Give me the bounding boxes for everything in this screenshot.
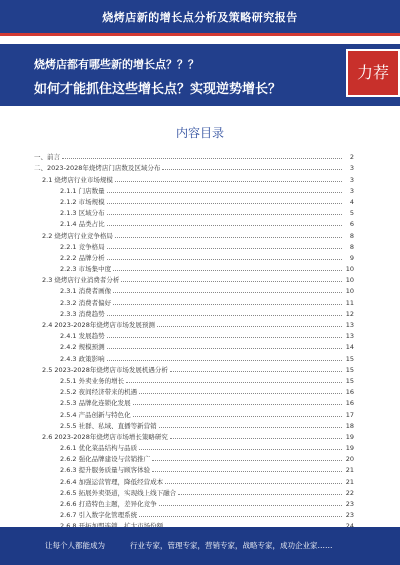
question-banner xyxy=(0,44,400,106)
toc-page-number: 14 xyxy=(345,343,354,352)
toc-entry-text: 2.4.2 规模预测 xyxy=(60,343,105,352)
toc-entry[interactable] xyxy=(34,161,354,172)
toc-page-number: 4 xyxy=(349,197,354,206)
toc-leader-dots xyxy=(115,237,342,238)
toc-entry[interactable] xyxy=(34,273,354,284)
toc-entry[interactable] xyxy=(34,474,354,485)
toc-leader-dots xyxy=(107,348,342,349)
toc-page-number: 6 xyxy=(349,220,354,229)
table-of-contents xyxy=(34,150,354,530)
toc-entry-text: 2.2.3 市场集中度 xyxy=(60,265,112,274)
toc-page-number: 15 xyxy=(345,365,354,374)
toc-leader-dots xyxy=(170,438,342,439)
toc-page-number: 11 xyxy=(345,298,354,307)
toc-entry[interactable] xyxy=(34,206,354,217)
toc-entry-text: 2.3.1 消费者画像 xyxy=(60,287,112,296)
toc-leader-dots xyxy=(159,505,342,506)
toc-leader-dots xyxy=(113,292,342,293)
toc-page-number: 22 xyxy=(345,488,354,497)
toc-entry[interactable] xyxy=(34,407,354,418)
footer-slogan-left: 让每个人都能成为 xyxy=(45,541,105,550)
toc-leader-dots xyxy=(139,449,342,450)
toc-page-number: 19 xyxy=(345,444,354,453)
toc-leader-dots xyxy=(113,304,342,305)
toc-entry-text: 2.4 2023-2028年烧烤店市场发展预测 xyxy=(42,321,155,329)
toc-entry[interactable] xyxy=(34,251,354,262)
toc-entry[interactable] xyxy=(34,419,354,430)
toc-page-number: 18 xyxy=(345,421,354,430)
toc-leader-dots xyxy=(113,270,342,271)
banner-question-2: 如何才能抓住这些增长点？实现逆势增长？ xyxy=(34,82,282,97)
toc-entry-text: 2.5.5 社群、私域、直播等新营销 xyxy=(60,421,157,430)
toc-entry[interactable] xyxy=(34,172,354,183)
toc-leader-dots xyxy=(162,169,342,170)
toc-leader-dots xyxy=(62,158,342,159)
toc-entry[interactable] xyxy=(34,497,354,508)
toc-entry-text: 2.3.3 消费趋势 xyxy=(60,309,105,318)
toc-page-number: 23 xyxy=(345,500,354,508)
toc-entry[interactable] xyxy=(34,228,354,239)
toc-entry-text: 2.1.2 市场规模 xyxy=(60,197,105,206)
toc-entry[interactable] xyxy=(34,295,354,306)
toc-entry[interactable] xyxy=(34,486,354,497)
toc-entry[interactable] xyxy=(34,508,354,519)
toc-entry-text: 2.6.7 引入数字化管理系统 xyxy=(60,511,138,520)
header-red-stripe xyxy=(0,33,400,36)
toc-entry-text: 2.2.1 竞争格局 xyxy=(60,242,105,251)
toc-leader-dots xyxy=(107,360,342,361)
toc-page-number: 17 xyxy=(345,410,354,419)
toc-leader-dots xyxy=(115,181,342,182)
toc-entry-text: 2.6.2 强化品牌建设与营销推广 xyxy=(60,455,151,464)
recommend-badge: 力荐 xyxy=(346,49,400,97)
toc-entry[interactable] xyxy=(34,385,354,396)
toc-page-number: 10 xyxy=(345,276,354,285)
toc-entry[interactable] xyxy=(34,441,354,452)
toc-page-number: 15 xyxy=(345,354,354,363)
toc-entry[interactable] xyxy=(34,329,354,340)
toc-title: 内容目录 xyxy=(175,126,224,140)
toc-leader-dots xyxy=(133,404,342,405)
toc-leader-dots xyxy=(178,494,342,495)
toc-leader-dots xyxy=(165,483,342,484)
toc-entry[interactable] xyxy=(34,363,354,374)
toc-page-number: 5 xyxy=(349,209,354,218)
toc-entry-text: 2.4.3 政策影响 xyxy=(60,354,105,363)
toc-entry-text: 2.2.2 品牌分析 xyxy=(60,253,105,262)
toc-page-number: 3 xyxy=(349,164,354,173)
toc-entry-text: 2.6.6 打造特色主题，差异化竞争 xyxy=(60,500,157,508)
toc-entry-text: 2.3 烧烤店行业消费者分析 xyxy=(42,276,120,285)
toc-page-number: 15 xyxy=(345,376,354,385)
toc-entry[interactable] xyxy=(34,217,354,228)
toc-entry-text: 2.5.4 产品创新与特色化 xyxy=(60,410,131,419)
toc-page-number: 10 xyxy=(345,287,354,296)
toc-entry[interactable] xyxy=(34,184,354,195)
toc-leader-dots xyxy=(107,192,342,193)
banner-question-1: 烧烤店都有哪些新的增长点？？？ xyxy=(34,58,199,71)
toc-entry[interactable] xyxy=(34,284,354,295)
toc-leader-dots xyxy=(107,259,342,260)
toc-entry-text: 二、2023-2028年烧烤店门店数及区域分布 xyxy=(34,164,161,173)
toc-page-number: 8 xyxy=(349,242,354,251)
toc-page-number: 13 xyxy=(345,332,354,341)
toc-leader-dots xyxy=(152,471,342,472)
toc-entry[interactable] xyxy=(34,430,354,441)
toc-entry-text: 2.6.4 加强运营管理，降低经营成本 xyxy=(60,477,164,486)
toc-entry-text: 2.5 2023-2028年烧烤店市场发展机遇分析 xyxy=(42,365,168,374)
toc-entry[interactable] xyxy=(34,452,354,463)
toc-entry-text: 2.5.2 夜间经济带来的机遇 xyxy=(60,388,138,397)
toc-entry-text: 2.5.1 外卖业务的增长 xyxy=(60,376,125,385)
toc-leader-dots xyxy=(107,203,342,204)
toc-leader-dots xyxy=(159,427,342,428)
toc-entry[interactable] xyxy=(34,262,354,273)
toc-entry[interactable] xyxy=(34,318,354,329)
toc-page-number: 23 xyxy=(345,511,354,520)
toc-entry-text: 一、前言 xyxy=(34,153,60,162)
toc-leader-dots xyxy=(121,281,342,282)
toc-leader-dots xyxy=(107,248,342,249)
toc-entry-text: 2.6.1 优化菜品结构与品质 xyxy=(60,444,138,453)
toc-leader-dots xyxy=(152,460,342,461)
toc-leader-dots xyxy=(139,393,342,394)
toc-leader-dots xyxy=(170,371,342,372)
toc-page-number: 3 xyxy=(349,186,354,195)
toc-leader-dots xyxy=(139,516,342,517)
toc-entry[interactable] xyxy=(34,195,354,206)
toc-entry-text: 2.4.1 发展趋势 xyxy=(60,332,105,341)
toc-entry-text: 2.6.5 拓展外卖渠道，实现线上线下融合 xyxy=(60,488,177,497)
toc-entry-text: 2.6 2023-2028年烧烤店市场增长策略研究 xyxy=(42,432,168,441)
footer-slogan-right: 行业专家，管理专家，营销专家，战略专家，成功企业家…… xyxy=(130,541,333,550)
toc-entry[interactable] xyxy=(34,396,354,407)
footer-bar xyxy=(0,527,400,565)
toc-entry[interactable] xyxy=(34,463,354,474)
toc-leader-dots xyxy=(107,315,342,316)
toc-entry-text: 2.2 烧烤店行业竞争格局 xyxy=(42,231,113,240)
report-title: 烧烤店新的增长点分析及策略研究报告 xyxy=(102,11,298,24)
toc-page-number: 16 xyxy=(345,388,354,397)
toc-leader-dots xyxy=(107,214,342,215)
toc-entry[interactable] xyxy=(34,150,354,161)
toc-leader-dots xyxy=(126,382,342,383)
toc-entry[interactable] xyxy=(34,307,354,318)
toc-page-number: 12 xyxy=(345,309,354,318)
toc-entry-text: 2.1.1 门店数量 xyxy=(60,186,105,195)
toc-page-number: 13 xyxy=(345,321,354,329)
toc-page-number: 8 xyxy=(349,231,354,240)
toc-page-number: 19 xyxy=(345,432,354,441)
toc-entry-text: 2.3.2 消费者偏好 xyxy=(60,298,112,307)
toc-page-number: 9 xyxy=(349,253,354,262)
toc-page-number: 2 xyxy=(349,153,354,162)
toc-page-number: 16 xyxy=(345,399,354,408)
top-header-bar xyxy=(0,0,400,33)
toc-page-number: 21 xyxy=(345,477,354,486)
toc-entry[interactable] xyxy=(34,340,354,351)
toc-page-number: 20 xyxy=(345,455,354,464)
toc-page-number: 10 xyxy=(345,265,354,274)
toc-page-number: 21 xyxy=(345,466,354,475)
toc-entry-text: 2.1.3 区域分布 xyxy=(60,209,105,218)
toc-entry-text: 2.1 烧烤店行业市场规模 xyxy=(42,175,113,184)
toc-entry-text: 2.5.3 品牌化连锁化发展 xyxy=(60,399,131,408)
toc-page-number: 3 xyxy=(349,175,354,184)
toc-entry-text: 2.1.4 品类占比 xyxy=(60,220,105,229)
toc-entry[interactable] xyxy=(34,374,354,385)
toc-entry[interactable] xyxy=(34,240,354,251)
toc-entry-text: 2.6.3 提升服务质量与顾客体验 xyxy=(60,466,151,475)
toc-leader-dots xyxy=(107,225,342,226)
toc-leader-dots xyxy=(157,326,342,327)
toc-leader-dots xyxy=(133,416,342,417)
toc-leader-dots xyxy=(107,337,342,338)
toc-entry[interactable] xyxy=(34,351,354,362)
